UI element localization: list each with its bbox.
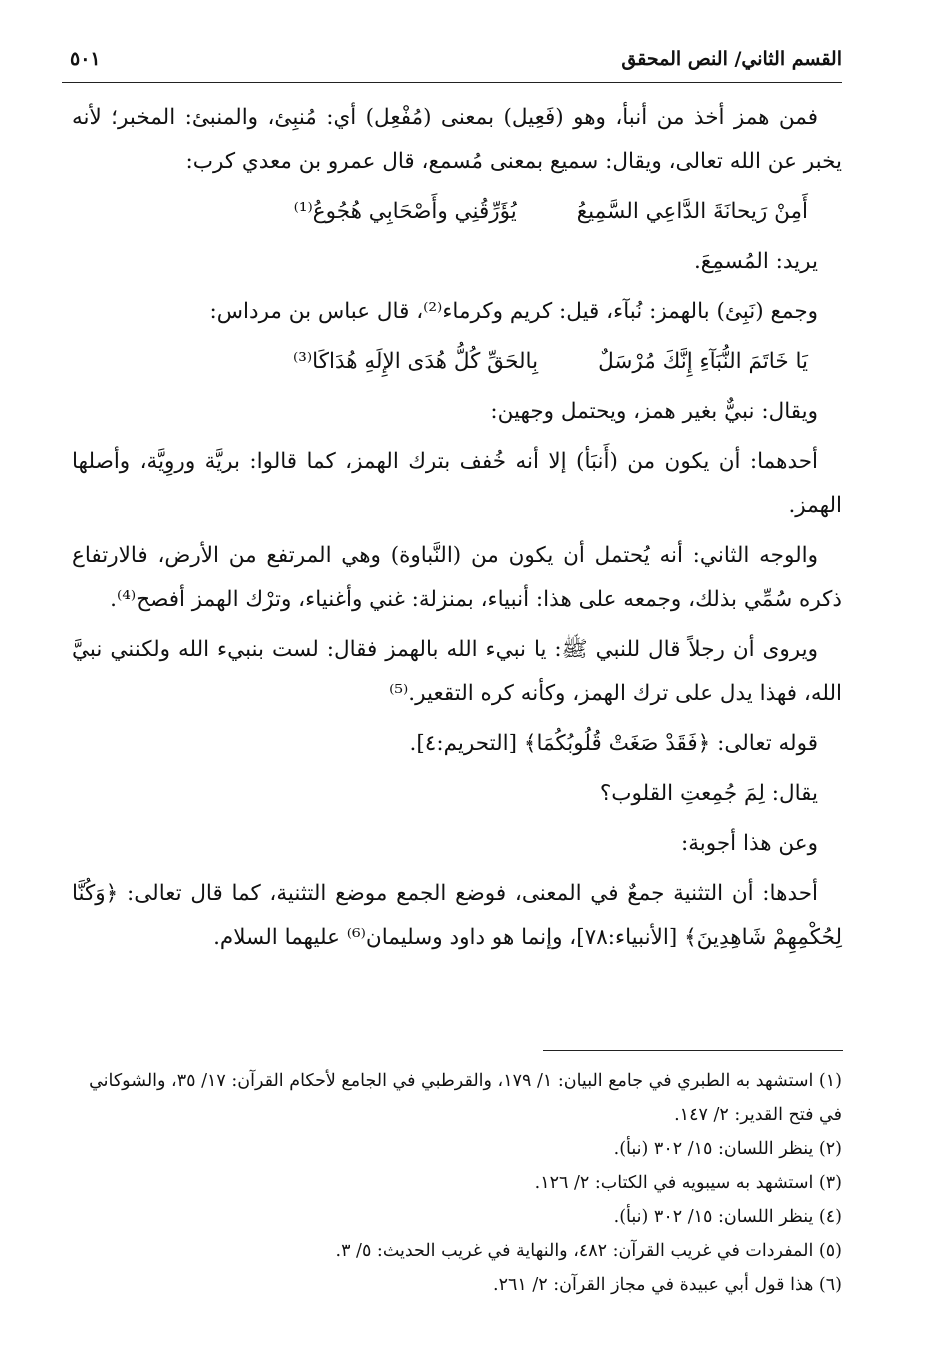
paragraph: أحدها: أن التثنية جمعٌ في المعنى، فوضع الجمع موضع التثنية، كما قال تعالى: ﴿وَكُنَّا لِحُكْمِهِمْ شَاهِدِينَ﴾ [الأنبياء:٧٨]، وإنما هو داود وسليمان⁽⁶⁾ عليهما السلام.	[72, 881, 842, 950]
verse-second-hemistich: بِالحَقِّ كُلُّ هُدَى الإِلَهِ هُدَاكَا⁽³⁾	[292, 349, 539, 374]
footnote-separator	[543, 1050, 843, 1051]
page-number: ٥٠١	[70, 48, 101, 70]
poetry-verse	[72, 190, 842, 234]
footnote: (٦) هذا قول أبي عبيدة في مجاز القرآن: ٢/ ٢٦١.	[492, 1275, 842, 1295]
paragraph: فمن همز أخذ من أنبأ، وهو (فَعِيل) بمعنى (مُفْعِل) أي: مُنبِئ، والمنبئ: المخبر؛ لأنه يخبر عن الله تعالى، ويقال: سميع بمعنى مُسمع، قال عمرو بن معدي كرب:	[72, 105, 842, 174]
footnote: (٤) ينظر اللسان: ١٥/ ٣٠٢ (نبأ).	[613, 1207, 842, 1227]
footnote: (٢) ينظر اللسان: ١٥/ ٣٠٢ (نبأ).	[613, 1139, 842, 1159]
paragraph: يقال: لِمَ جُمِعتِ القلوب؟	[599, 781, 818, 806]
paragraph: أحدهما: أن يكون من (أَنبَأ) إلا أنه خُفف بترك الهمز، كما قالوا: بريَّة وروِيَّة، وأصلها الهمز.	[72, 449, 842, 518]
footnote: (٣) استشهد به سيبويه في الكتاب: ٢/ ١٢٦.	[534, 1173, 842, 1193]
paragraph: وجمع (نَبِئ) بالهمز: نُبآء، قيل: كريم وكرماء⁽²⁾، قال عباس بن مرداس:	[209, 299, 818, 324]
paragraph: يريد: المُسمِعَ.	[693, 249, 818, 274]
paragraph: ويقال: نبيٌّ بغير همز، ويحتمل وجهين:	[490, 399, 818, 424]
paragraph: والوجه الثاني: أنه يُحتمل أن يكون من (النَّباوة) وهي المرتفع من الأرض، فالارتفاع ذكره سُمِّي بذلك، وجمعه على هذا: أنبياء، بمنزلة: غني وأغنياء، وترْك الهمز أفصح⁽⁴⁾.	[72, 543, 842, 612]
paragraph: ويروى أن رجلاً قال للنبي ﷺ: يا نبيء الله بالهمز فقال: لست بنبيء الله ولكنني نبيَّ الله، فهذا يدل على ترك الهمز، وكأنه كره التقعير.⁽⁵⁾	[72, 637, 842, 706]
paragraph: وعن هذا أجوبة:	[681, 831, 818, 856]
verse-second-hemistich: يُؤَرِّقُنِي وأَصْحَابِي هُجُوعُ⁽¹⁾	[293, 199, 517, 224]
footnote: (٥) المفردات في غريب القرآن: ٤٨٢، والنهاية في غريب الحديث: ٥/ ٣.	[335, 1241, 842, 1261]
paragraph: قوله تعالى: ﴿فَقَدْ صَغَتْ قُلُوبُكُمَا﴾ [التحريم:٤].	[409, 731, 818, 756]
poetry-verse	[72, 340, 842, 384]
verse-first-hemistich: أَمِنْ رَيحانَةَ الدَّاعِي السَّمِيعُ	[576, 199, 808, 224]
footnote: (١) استشهد به الطبري في جامع البيان: ١/ ١٧٩، والقرطبي في الجامع لأحكام القرآن: ١٧/ ٣٥، والشوكاني في فتح القدير: ٢/ ١٤٧.	[89, 1071, 842, 1125]
footnotes	[72, 1064, 842, 1302]
main-text	[72, 96, 842, 966]
verse-first-hemistich: يَا خَاتَمَ النُّبَآءِ إِنَّكَ مُرْسَلٌ	[598, 349, 808, 374]
page-header	[62, 42, 842, 83]
running-title: القسم الثاني/ النص المحقق	[621, 48, 842, 70]
